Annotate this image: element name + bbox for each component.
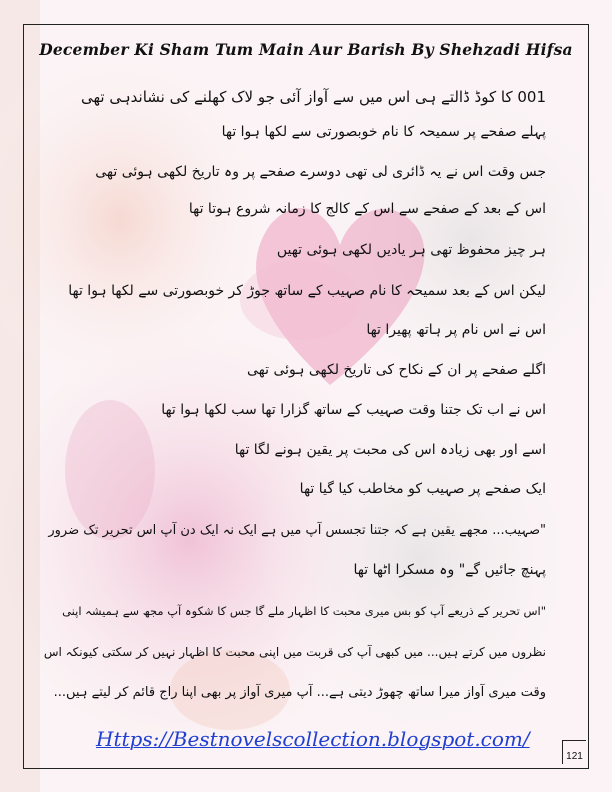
- page-number-box: [562, 740, 586, 764]
- text-line: 001 کا کوڈ ڈالتے ہی اس میں سے آواز آئی جو لاک کھلنے کی نشاندہی تھی: [81, 88, 546, 106]
- blog-link[interactable]: Https://Bestnovelscollection.blogspot.com/: [96, 727, 530, 751]
- text-line: پہنچ جائیں گے" وہ مسکرا اٹھا تھا: [353, 562, 546, 578]
- story-title: December Ki Sham Tum Main Aur Barish By Shehzadi Hifsa: [39, 40, 573, 59]
- text-line: پہلے صفحے پر سمیحہ کا نام خوبصورتی سے لکھا ہوا تھا: [221, 124, 546, 140]
- text-line: اگلے صفحے پر ان کے نکاح کی تاریخ لکھی ہوئی تھی: [246, 362, 546, 378]
- text-line: نظروں میں کرتے ہیں... میں کبھی آپ کی قربت میں اپنی محبت کا اظہار نہیں کر سکتی کیونکہ اس: [43, 645, 546, 659]
- text-line: "اس تحریر کے ذریعے آپ کو بس میری محبت کا اظہار ملے گا جس کا شکوہ آپ مجھ سے ہمیشہ اپنی: [62, 604, 546, 618]
- text-line: اس نے اس نام پر ہاتھ پھیرا تھا: [366, 322, 546, 338]
- text-line: لیکن اس کے بعد سمیحہ کا نام صہیب کے ساتھ جوڑ کر خوبصورتی سے لکھا ہوا تھا: [68, 283, 546, 299]
- text-line: اسے اور بھی زیادہ اس کی محبت پر یقین ہونے لگا تھا: [234, 442, 546, 458]
- text-line: اس کے بعد کے صفحے سے اس کے کالج کا زمانہ شروع ہوتا تھا: [188, 201, 546, 217]
- text-line: اس نے اب تک جتنا وقت صہیب کے ساتھ گزارا تھا سب لکھا ہوا تھا: [161, 402, 546, 418]
- page-number: 121: [566, 751, 583, 762]
- text-line: ہر چیز محفوظ تھی ہر یادیں لکھی ہوئی تھیں: [276, 242, 546, 258]
- text-line: جس وقت اس نے یہ ڈائری لی تھی دوسرے صفحے پر وہ تاریخ لکھی ہوئی تھی: [95, 164, 546, 180]
- text-line: ایک صفحے پر صہیب کو مخاطب کیا گیا تھا: [299, 481, 546, 497]
- text-line: وقت میری آواز میرا ساتھ چھوڑ دیتی ہے... آپ میری آواز پر بھی اپنا راج قائم کر لیتے ہیں...: [53, 685, 546, 700]
- text-line: "صہیب... مجھے یقین ہے کہ جتنا تجسس آپ میں ہے ایک نہ ایک دن آپ اس تحریر تک ضرور: [48, 523, 546, 538]
